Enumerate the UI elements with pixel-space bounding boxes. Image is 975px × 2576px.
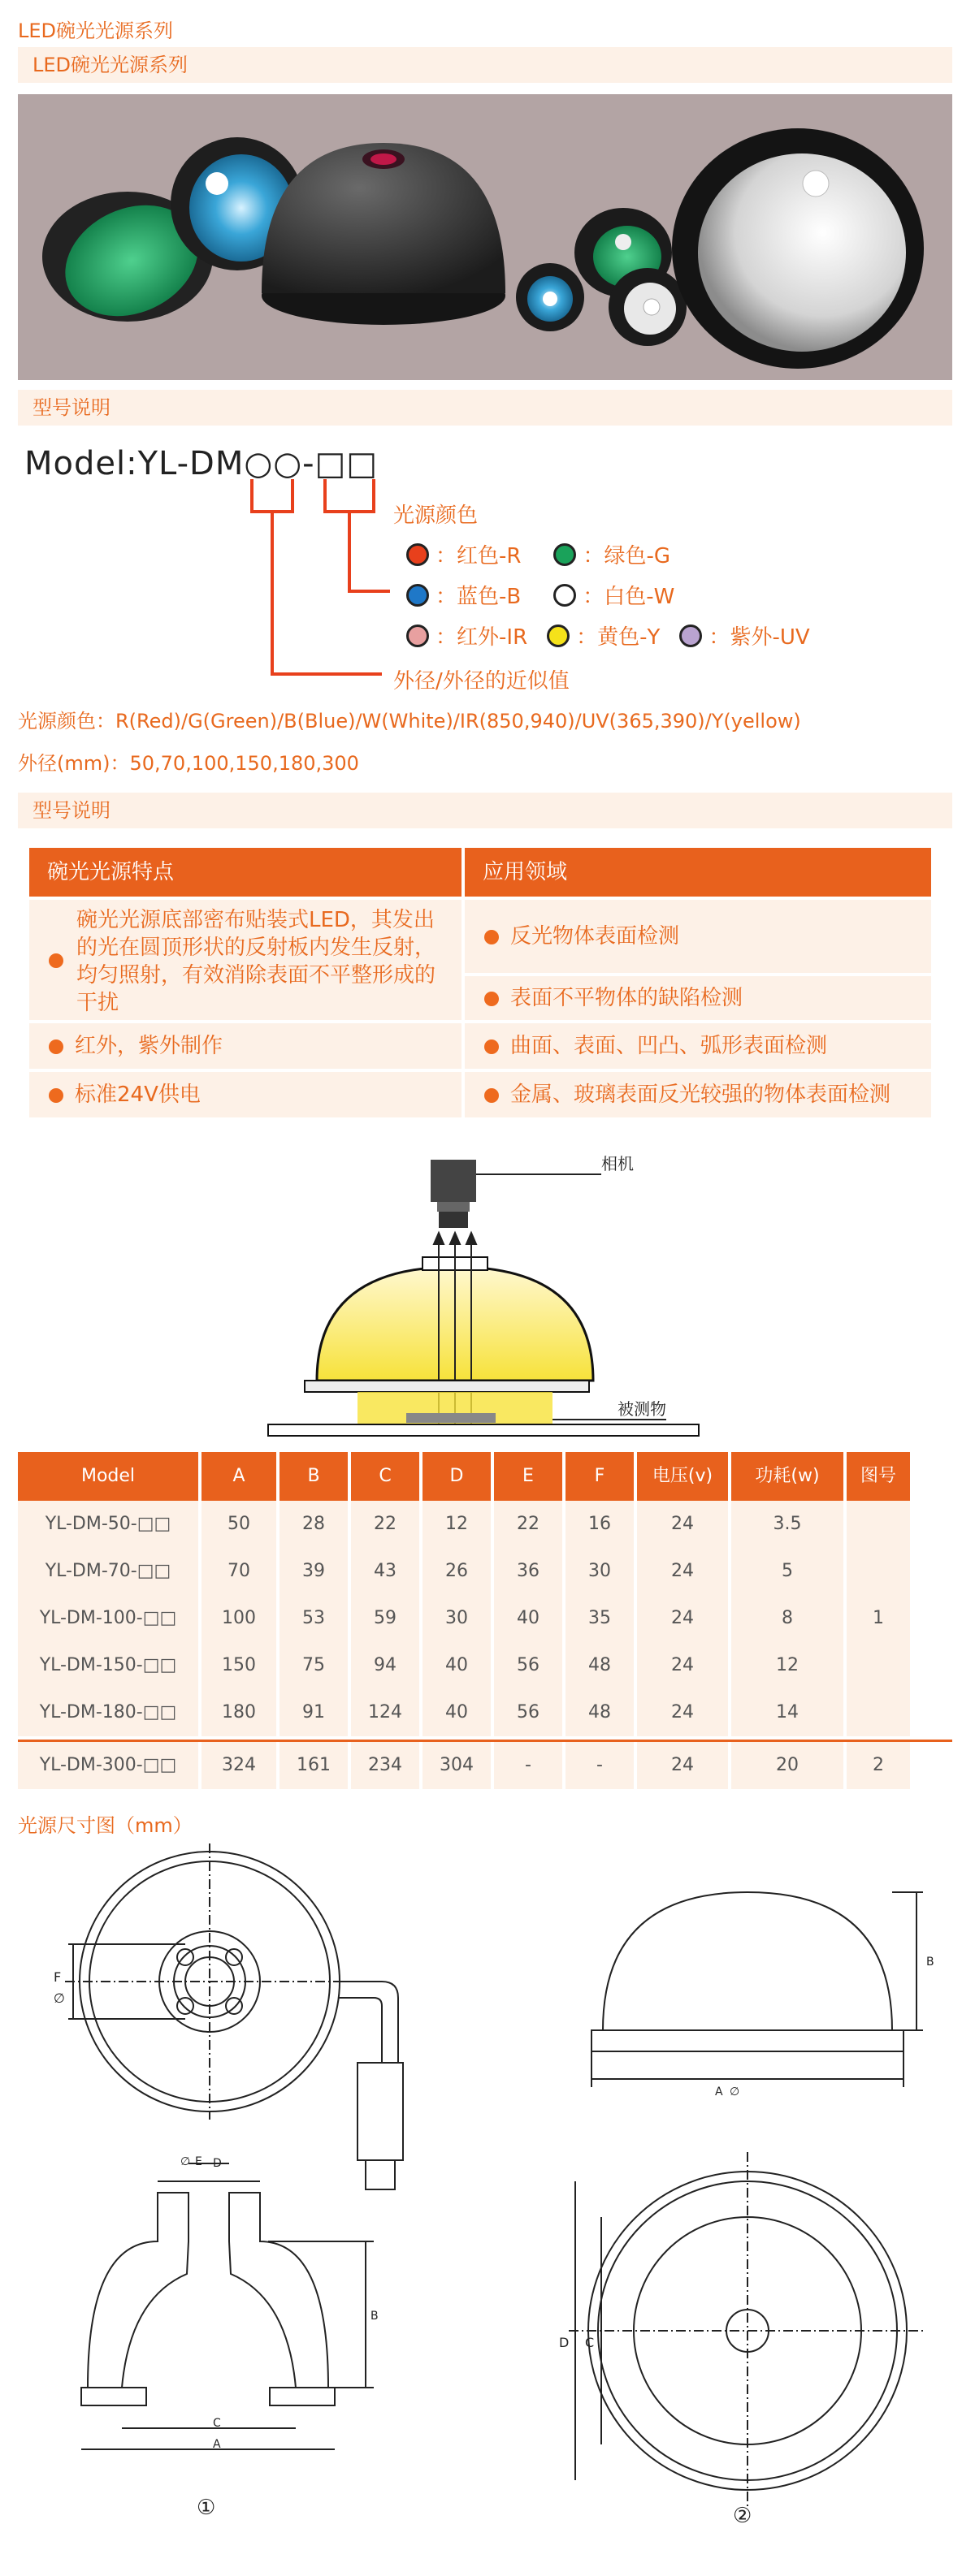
bullet-icon — [484, 1039, 499, 1054]
dim-f-label: F — [54, 1969, 62, 1985]
dim-b-label-2: B — [370, 2310, 379, 2323]
spec-cell: 150 — [202, 1642, 276, 1689]
spec-cell: 24 — [637, 1689, 728, 1736]
spec-header-cell: Model — [18, 1452, 198, 1501]
page-title: LED碗光光源系列 — [18, 19, 174, 42]
dimension-drawings — [0, 1843, 975, 2558]
spec-cell: 59 — [351, 1595, 419, 1642]
spec-cell: 30 — [566, 1548, 634, 1595]
model-squares: □□ — [314, 445, 379, 482]
blue-dot-icon — [406, 584, 429, 607]
application-text: 表面不平物体的缺陷检测 — [510, 986, 743, 1010]
spec-header-cell: 图号 — [847, 1452, 910, 1501]
feature-item — [29, 1023, 462, 1069]
spec-cell: 234 — [351, 1742, 419, 1789]
spec-fig-cell — [847, 1501, 910, 1548]
dim-b-label: B — [926, 1956, 934, 1969]
spec-row — [18, 1595, 952, 1642]
feature-text: 红外，紫外制作 — [75, 1034, 223, 1058]
spec-header-cell: C — [351, 1452, 419, 1501]
spec-cell: YL-DM-300-□□ — [18, 1742, 198, 1789]
feature-item — [29, 900, 462, 1020]
spec-row — [18, 1740, 952, 1789]
camera-label: 相机 — [601, 1154, 634, 1173]
application-text: 反光物体表面检测 — [510, 924, 680, 949]
spec-cell: 5 — [731, 1548, 843, 1595]
spec-cell: 324 — [202, 1742, 276, 1789]
color-line: 光源颜色：R(Red)/G(Green)/B(Blue)/W(White)/IR(850,940)/UV(365,390)/Y(yellow) — [18, 710, 801, 733]
phi-symbol: ∅ — [730, 2085, 740, 2098]
dim-d-label-2: D — [559, 2335, 570, 2350]
spec-cell: 40 — [422, 1642, 491, 1689]
spec-cell: 304 — [422, 1742, 491, 1789]
spec-cell: 16 — [566, 1501, 634, 1548]
spec-cell: 12 — [422, 1501, 491, 1548]
spec-cell: 14 — [731, 1689, 843, 1736]
bullet-icon — [49, 1088, 63, 1103]
spec-header-cell: 功耗(w) — [731, 1452, 843, 1501]
application-item — [465, 976, 931, 1020]
spec-row — [18, 1689, 952, 1736]
spec-cell: 22 — [494, 1501, 562, 1548]
spec-header-cell: E — [494, 1452, 562, 1501]
spec-table — [18, 1452, 952, 1789]
color-uv-label: 紫外-UV — [730, 625, 810, 650]
feature-text: 碗光光源底部密布贴装式LED，其发出的光在圆顶形状的反射板内发生反射，均匀照射，有效消除表面不平整形成的干扰 — [76, 908, 436, 1015]
model-prefix: Model:YL-DM — [24, 445, 245, 482]
feature-text: 标准24V供电 — [75, 1083, 201, 1107]
uv-dot-icon — [679, 625, 702, 647]
bullet-icon — [49, 953, 63, 968]
spec-cell: 53 — [280, 1595, 348, 1642]
phi-symbol: ∅ — [54, 1990, 65, 2006]
spec-cell: 70 — [202, 1548, 276, 1595]
spec-cell: YL-DM-150-□□ — [18, 1642, 198, 1689]
dim-a-label-2: A — [213, 2438, 221, 2451]
spec-cell: 28 — [280, 1501, 348, 1548]
features-head-right: 应用领域 — [465, 848, 931, 897]
camera-icon — [431, 1160, 476, 1202]
spec-cell: 8 — [731, 1595, 843, 1642]
spec-cell: 35 — [566, 1595, 634, 1642]
spec-cell: YL-DM-70-□□ — [18, 1548, 198, 1595]
features-band: 型号说明 — [18, 793, 952, 828]
color-sep: ： — [436, 585, 457, 609]
principle-diagram — [0, 1153, 975, 1446]
fig-2-label: ② — [733, 2504, 752, 2528]
green-dot-icon — [553, 543, 576, 566]
color-blue-label: 蓝色-B — [457, 585, 522, 609]
dims-title: 光源尺寸图（mm） — [18, 1814, 193, 1837]
spec-cell: YL-DM-180-□□ — [18, 1689, 198, 1736]
diameter-label: 外径/外径的近似值 — [393, 669, 570, 694]
spec-header-row — [18, 1452, 952, 1501]
application-item — [465, 900, 931, 973]
model-circles: ○○ — [244, 445, 303, 482]
dim-c-label-2: C — [585, 2335, 595, 2350]
spec-cell: 40 — [494, 1595, 562, 1642]
red-dot-icon — [406, 543, 429, 566]
spec-cell: 48 — [566, 1689, 634, 1736]
spec-cell: 161 — [280, 1742, 348, 1789]
bullet-icon — [49, 1039, 63, 1054]
spec-cell: 180 — [202, 1689, 276, 1736]
spec-cell: 48 — [566, 1642, 634, 1689]
spec-cell: YL-DM-50-□□ — [18, 1501, 198, 1548]
application-text: 曲面、表面、凹凸、弧形表面检测 — [510, 1034, 828, 1058]
color-sep: ： — [436, 625, 457, 650]
spec-cell: YL-DM-100-□□ — [18, 1595, 198, 1642]
spec-cell: 26 — [422, 1548, 491, 1595]
legend-row-1 — [406, 539, 670, 569]
infrared-dot-icon — [406, 625, 429, 647]
spec-header-cell: B — [280, 1452, 348, 1501]
spec-cell: 24 — [637, 1548, 728, 1595]
spec-cell: 39 — [280, 1548, 348, 1595]
color-yellow-label: 黄色-Y — [597, 625, 661, 650]
spec-header-cell: D — [422, 1452, 491, 1501]
dim-d-label: D — [213, 2157, 222, 2170]
spec-cell: 56 — [494, 1689, 562, 1736]
product-photo-illustration — [18, 94, 952, 380]
bullet-icon — [484, 1088, 499, 1103]
spec-cell: 40 — [422, 1689, 491, 1736]
yellow-dot-icon — [547, 625, 570, 647]
feature-item — [29, 1072, 462, 1117]
spec-row — [18, 1501, 952, 1548]
spec-cell: 24 — [637, 1642, 728, 1689]
spec-cell: 36 — [494, 1548, 562, 1595]
dim-c-label: C — [213, 2417, 221, 2430]
color-label: 光源颜色 — [393, 504, 479, 528]
spec-header-cell: 电压(v) — [637, 1452, 728, 1501]
features-table — [29, 848, 931, 897]
phi-symbol: ∅ — [180, 2155, 191, 2168]
model-dash: - — [302, 445, 315, 482]
spec-cell: 24 — [637, 1742, 728, 1789]
spec-cell: 24 — [637, 1595, 728, 1642]
color-white-label: 白色-W — [604, 585, 675, 609]
spec-fig-cell — [847, 1642, 910, 1689]
dim-e-label: E — [195, 2155, 202, 2168]
fig-1-label: ① — [197, 2496, 216, 2520]
legend-row-3 — [406, 620, 810, 650]
spec-cell: 43 — [351, 1548, 419, 1595]
spec-header-cell: A — [202, 1452, 276, 1501]
spec-cell: 124 — [351, 1689, 419, 1736]
spec-header-cell: F — [566, 1452, 634, 1501]
spec-row — [18, 1548, 952, 1595]
dim-a-label: A — [715, 2085, 723, 2098]
bullet-icon — [484, 930, 499, 944]
object-label: 被测物 — [618, 1399, 666, 1419]
spec-cell: 91 — [280, 1689, 348, 1736]
bullet-icon — [484, 992, 499, 1006]
spec-cell: 30 — [422, 1595, 491, 1642]
diameter-line: 外径(mm)：50,70,100,150,180,300 — [18, 752, 359, 775]
spec-cell: 20 — [731, 1742, 843, 1789]
spec-fig-cell: 2 — [847, 1742, 910, 1789]
color-green-label: 绿色-G — [604, 544, 671, 568]
application-item — [465, 1023, 931, 1069]
features-head-left: 碗光光源特点 — [29, 848, 462, 897]
white-dot-icon — [553, 584, 576, 607]
color-sep: ： — [583, 544, 604, 568]
color-sep: ： — [583, 585, 604, 609]
product-photo — [18, 94, 952, 380]
spec-cell: 100 — [202, 1595, 276, 1642]
spec-cell: 94 — [351, 1642, 419, 1689]
spec-cell: 24 — [637, 1501, 728, 1548]
model-band: 型号说明 — [18, 390, 952, 426]
color-sep: ： — [576, 625, 598, 650]
model-code — [24, 445, 378, 482]
color-sep: ： — [436, 544, 457, 568]
spec-cell: 50 — [202, 1501, 276, 1548]
spec-cell: 22 — [351, 1501, 419, 1548]
color-ir-label: 红外-IR — [457, 625, 528, 650]
spec-fig-cell — [847, 1689, 910, 1736]
spec-cell: 75 — [280, 1642, 348, 1689]
spec-fig-cell — [847, 1548, 910, 1595]
spec-cell: 3.5 — [731, 1501, 843, 1548]
legend-row-2 — [406, 580, 674, 610]
color-red-label: 红色-R — [457, 544, 522, 568]
spec-cell: - — [494, 1742, 562, 1789]
features-header — [29, 848, 931, 897]
spec-row — [18, 1642, 952, 1689]
spec-cell: 12 — [731, 1642, 843, 1689]
spec-cell: - — [566, 1742, 634, 1789]
spec-fig-cell: 1 — [847, 1595, 910, 1642]
application-text: 金属、玻璃表面反光较强的物体表面检测 — [510, 1083, 891, 1107]
application-item — [465, 1072, 931, 1117]
series-band: LED碗光光源系列 — [18, 47, 952, 83]
spec-cell: 56 — [494, 1642, 562, 1689]
color-sep: ： — [708, 625, 730, 650]
